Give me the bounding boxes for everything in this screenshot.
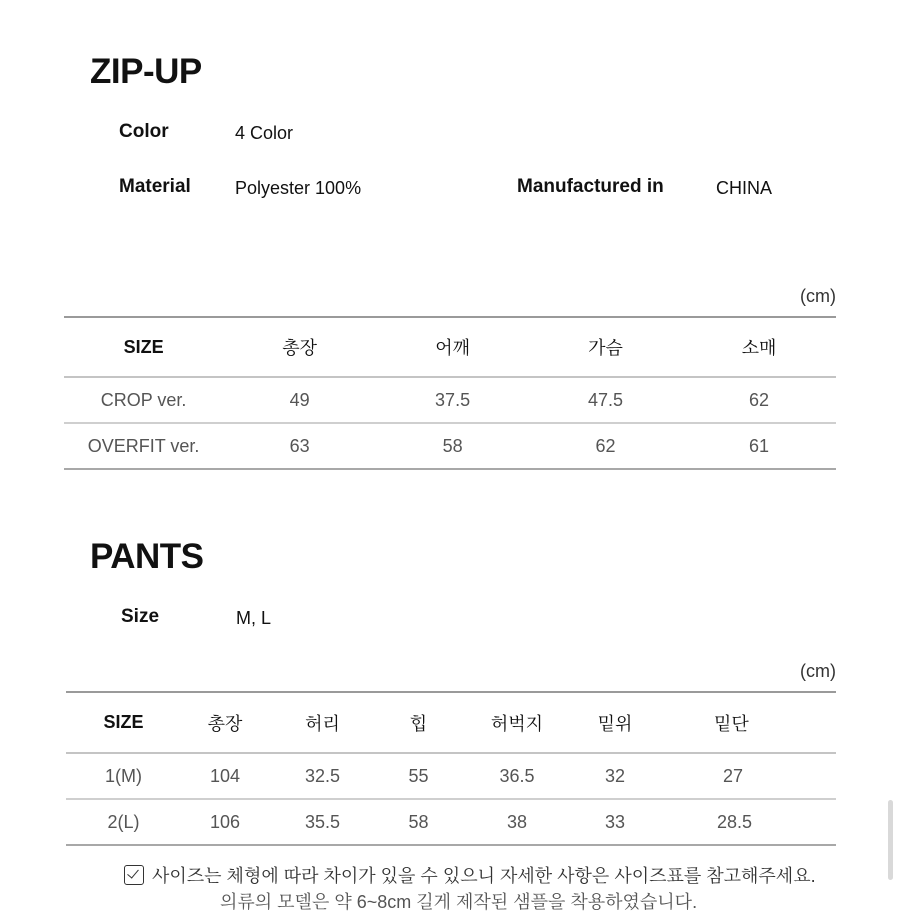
- manufactured-value: CHINA: [716, 178, 773, 198]
- size-notice: [124, 862, 816, 888]
- column-header: SIZE: [103, 712, 144, 732]
- table-row: [64, 423, 836, 469]
- column-header: 허벅지: [490, 713, 544, 734]
- column-header: 소매: [741, 338, 777, 358]
- color-label: Color: [119, 121, 169, 142]
- table-cell: 27: [723, 765, 744, 786]
- scrollbar[interactable]: [888, 800, 893, 880]
- size-value: M, L: [236, 608, 272, 628]
- table-cell: 58: [442, 435, 463, 456]
- table-cell: 38: [506, 811, 528, 832]
- pants-size-table: [66, 691, 836, 846]
- table-cell: 58: [408, 811, 429, 832]
- table-cell: CROP ver.: [100, 389, 187, 410]
- pants-unit-label: (cm): [800, 661, 836, 681]
- zipup-unit-label: (cm): [800, 286, 836, 306]
- table-cell: 37.5: [435, 389, 471, 410]
- table-cell: 55: [408, 765, 429, 786]
- checkbox-icon: [124, 865, 144, 885]
- zipup-size-table: [64, 316, 836, 470]
- zipup-title: ZIP-UP: [90, 52, 202, 91]
- table-cell: 36.5: [499, 765, 535, 786]
- table-cell: 32: [604, 765, 626, 786]
- table-cell: 63: [289, 435, 310, 456]
- table-row: [64, 377, 836, 423]
- table-cell: OVERFIT ver.: [87, 435, 200, 456]
- column-header: 총장: [207, 713, 243, 734]
- table-cell: 61: [748, 435, 769, 456]
- table-header-row: [66, 692, 836, 753]
- table-cell: 35.5: [304, 811, 341, 832]
- notice-text: 사이즈는 체형에 따라 차이가 있을 수 있으니 자세한 사항은 사이즈표를 참고해주세요.: [152, 866, 816, 886]
- color-value: 4 Color: [235, 123, 294, 143]
- column-header: 밑단: [714, 713, 749, 734]
- table-cell: 2(L): [107, 811, 140, 832]
- table-cell: 62: [748, 389, 769, 410]
- table-row: [66, 799, 836, 845]
- table-cell: 62: [595, 435, 616, 456]
- column-header: 총장: [282, 338, 318, 358]
- column-header: 가슴: [588, 338, 623, 358]
- column-header: 허리: [305, 713, 340, 734]
- material-value: Polyester 100%: [235, 178, 362, 198]
- table-cell: 28.5: [717, 811, 753, 832]
- column-header: 밑위: [597, 713, 633, 734]
- table-row: [66, 753, 836, 799]
- column-header: 힙: [409, 713, 428, 734]
- table-cell: 33: [604, 811, 626, 832]
- table-header-row: [64, 317, 836, 377]
- material-label: Material: [119, 176, 191, 197]
- size-label: Size: [121, 606, 160, 627]
- table-cell: 32.5: [304, 765, 341, 786]
- table-cell: 1(M): [105, 765, 142, 786]
- table-cell: 104: [209, 765, 241, 786]
- notice-text-partial: 의류의 모델은 약 6~8cm 길게 제작된 샘플을 착용하였습니다.: [220, 892, 698, 912]
- column-header: 어깨: [435, 338, 470, 358]
- pants-title: PANTS: [90, 537, 204, 576]
- manufactured-label: Manufactured in: [517, 176, 664, 197]
- table-cell: 49: [289, 389, 310, 410]
- table-cell: 47.5: [587, 389, 624, 410]
- table-cell: 106: [209, 811, 241, 832]
- column-header: SIZE: [123, 336, 164, 357]
